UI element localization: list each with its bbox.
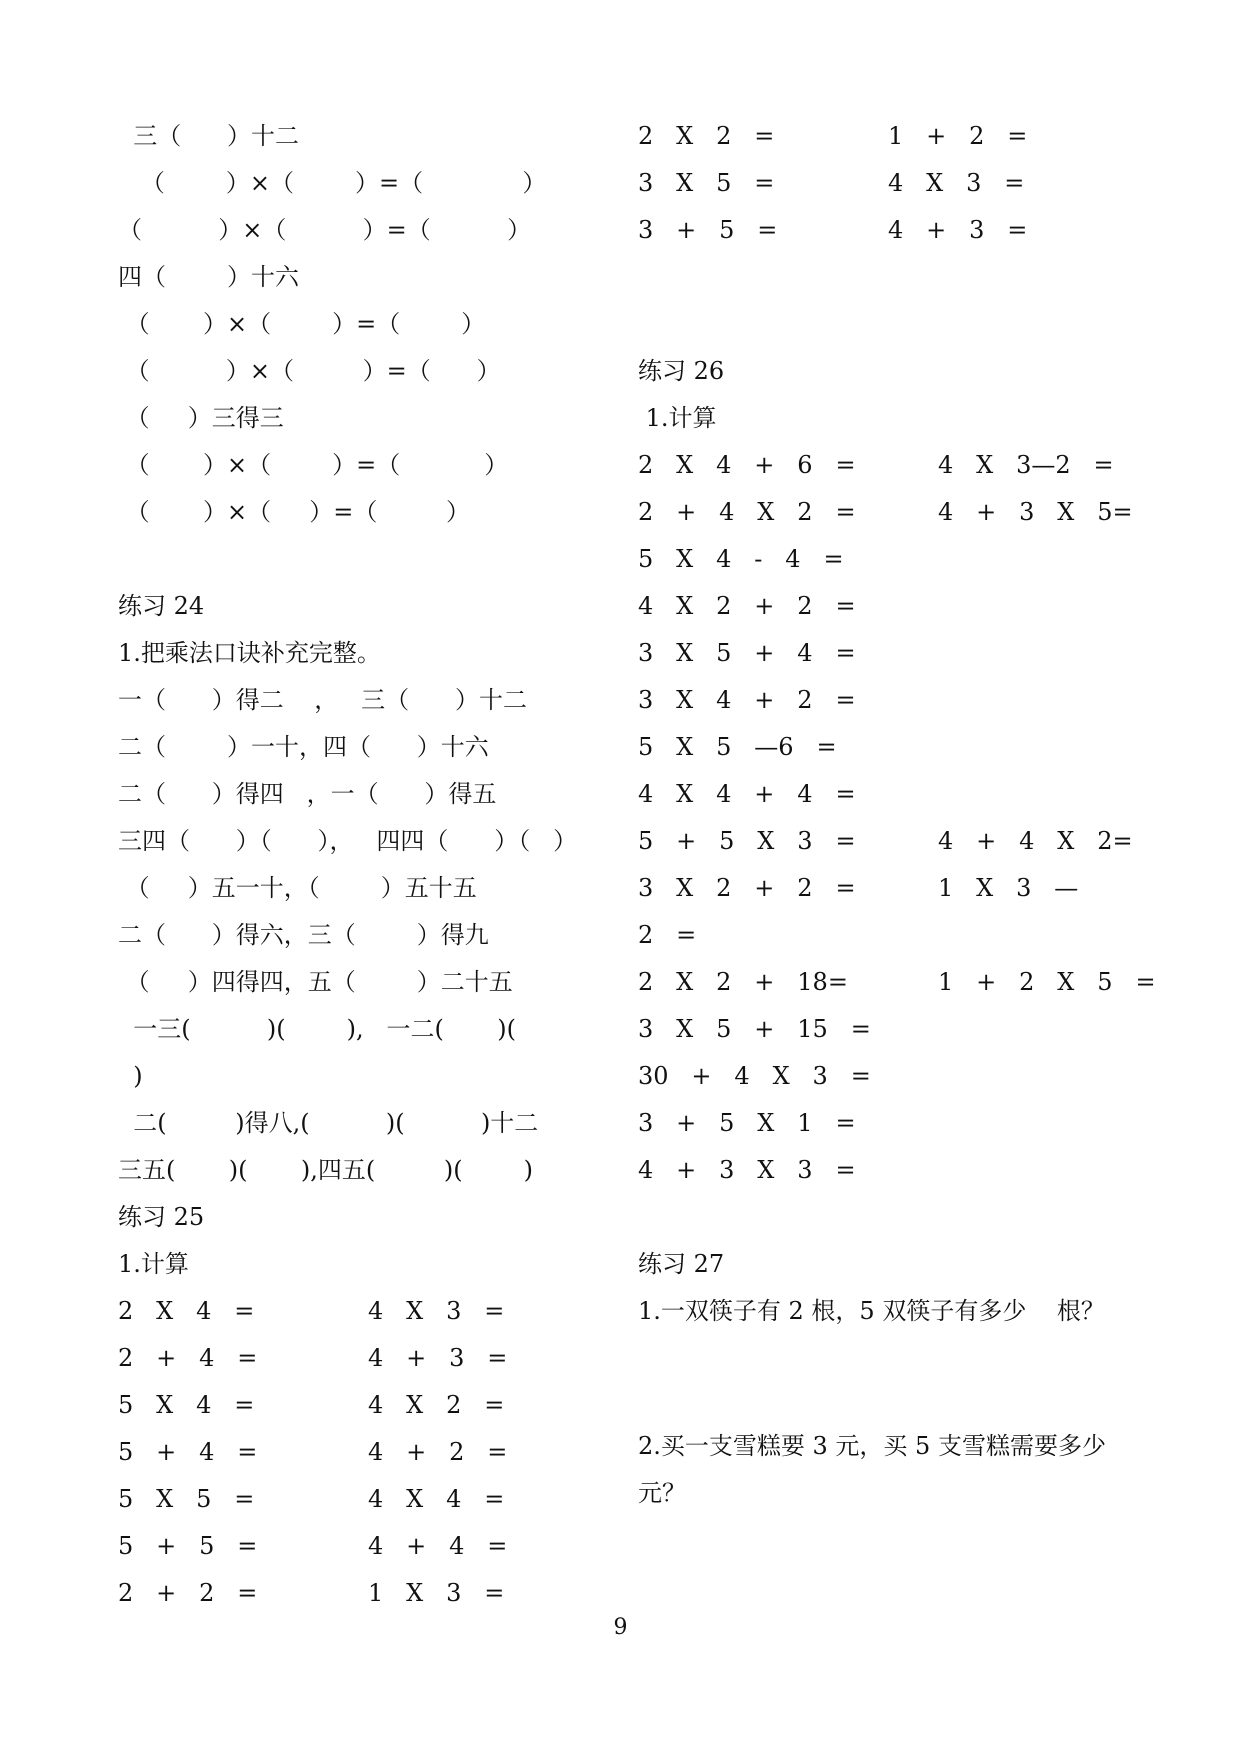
equation: 30 + 4 X 3 = [638, 1062, 871, 1090]
equation: 4 + 3 = [368, 1344, 508, 1372]
section-title: 练习 25 [118, 1203, 205, 1231]
text-line: 四（ ）十六 [118, 263, 300, 291]
equation: 2 X 4 = [118, 1297, 255, 1325]
equation: 4 + 3 = [888, 216, 1028, 244]
text-line [118, 536, 618, 583]
equation-row [118, 1288, 618, 1335]
text-line: 一（ ）得二 ， 三（ ）十二 [118, 686, 527, 714]
equation-row [118, 1570, 618, 1617]
equation: 4 X 4 = [368, 1485, 505, 1513]
equation: 4 X 3 = [888, 169, 1025, 197]
equation: 2 + 4 X 2 = [638, 498, 856, 526]
equation-row [118, 1523, 618, 1570]
section-title: 练习 24 [118, 592, 205, 620]
equation-row [638, 912, 1138, 959]
equation-row [638, 1006, 1138, 1053]
equation-row [638, 536, 1138, 583]
text-line: 1.计算 [118, 1250, 189, 1278]
text-line: （ ）×（ ）=（ ） [118, 310, 486, 338]
equation-row [638, 959, 1156, 1006]
equation-row [638, 207, 1138, 254]
equation-row [118, 1429, 618, 1476]
equation-row [638, 1053, 1138, 1100]
equation: 3 X 4 + 2 = [638, 686, 856, 714]
equation-row [118, 1335, 618, 1382]
page-number: 9 [613, 1615, 628, 1640]
equation: 4 + 2 = [368, 1438, 508, 1466]
equation: 2 X 2 = [638, 122, 775, 150]
equation: 5 X 4 = [118, 1391, 255, 1419]
equation: 4 + 3 X 5= [938, 498, 1133, 526]
text-line: （ ）×（ ）=（ ） [118, 169, 547, 197]
question-1: 1.一双筷子有 2 根，5 双筷子有多少 根？ [638, 1297, 1105, 1325]
equation: 4 X 2 + 2 = [638, 592, 856, 620]
equation-row [638, 724, 1138, 771]
equation-row [638, 818, 1138, 865]
equation: 5 X 4 - 4 = [638, 545, 844, 573]
equation: 3 + 5 X 1 = [638, 1109, 856, 1137]
equation: 4 X 2 = [368, 1391, 505, 1419]
question-label: 1.计算 [638, 404, 717, 432]
equation: 2 X 2 + 18= [638, 968, 848, 996]
equation-row [118, 1382, 618, 1429]
text-line: （ ）×（ ）=（ ） [118, 216, 532, 244]
text-line: 三四（ ）（ ）， 四四（ ）（ ） [118, 827, 578, 855]
equation-row [118, 1476, 618, 1523]
text-line: （ ）四得四，五（ ）二十五 [118, 968, 513, 996]
equation: 5 X 5 = [118, 1485, 255, 1513]
section-title: 练习 27 [638, 1250, 725, 1278]
equation: 1 X 3 = [368, 1579, 505, 1607]
text-line: （ ）×（ ）=（ ） [118, 498, 471, 526]
equation: 3 X 5 + 15 = [638, 1015, 871, 1043]
equation-row [638, 583, 1138, 630]
equation-row [638, 442, 1138, 489]
text-line: 二（ ）一十，四（ ）十六 [118, 733, 489, 761]
equation-row [638, 677, 1138, 724]
text-line: （ ）三得三 [118, 404, 284, 432]
equation: 4 + 3 X 3 = [638, 1156, 856, 1184]
text-line: ) [118, 1062, 143, 1090]
equation-row [638, 113, 1138, 160]
equation-row [638, 489, 1138, 536]
equation: 5 + 5 X 3 = [638, 827, 856, 855]
text-line: 三（ ）十二 [118, 122, 300, 150]
text-line: 二( )得八,( )( )十二 [118, 1109, 539, 1137]
text-line: （ ）五一十，（ ）五十五 [118, 874, 477, 902]
equation: 3 X 5 = [638, 169, 775, 197]
equation: 1 + 2 = [888, 122, 1028, 150]
equation: 1 + 2 X 5 = [938, 968, 1156, 996]
equation-row [638, 771, 1138, 818]
equation: 2 = [638, 921, 697, 949]
text-line: 一三( )( ), 一二( )( [118, 1015, 517, 1043]
equation: 4 + 4 X 2= [938, 827, 1133, 855]
equation: 4 + 4 = [368, 1532, 508, 1560]
equation: 1 X 3 — [938, 874, 1079, 902]
equation: 3 X 5 + 4 = [638, 639, 856, 667]
text-line: 二（ ）得四 ，一（ ）得五 [118, 780, 497, 808]
text-line: 三五( )( ),四五( )( ) [118, 1156, 534, 1184]
equation: 2 + 2 = [118, 1579, 258, 1607]
equation: 3 + 5 = [638, 216, 778, 244]
equation: 5 X 5 —6 = [638, 733, 837, 761]
equation: 3 X 2 + 2 = [638, 874, 856, 902]
right-column [638, 113, 1156, 1517]
equation-row [638, 160, 1138, 207]
equation-row [638, 630, 1138, 677]
equation-row [638, 1147, 1138, 1194]
equation: 4 X 3 = [368, 1297, 505, 1325]
text-line: 1.把乘法口诀补充完整。 [118, 639, 381, 667]
question-2-cont: 元？ [638, 1479, 686, 1507]
equation: 4 X 4 + 4 = [638, 780, 856, 808]
equation: 2 X 4 + 6 = [638, 451, 856, 479]
left-column [118, 113, 618, 1617]
question-2: 2.买一支雪糕要 3 元，买 5 支雪糕需要多少 [638, 1432, 1106, 1460]
text-line: （ ）×（ ）=（ ） [118, 357, 501, 385]
text-line: 二（ ）得六，三（ ）得九 [118, 921, 489, 949]
equation: 4 X 3—2 = [938, 451, 1114, 479]
equation: 5 + 5 = [118, 1532, 258, 1560]
equation-row [638, 1100, 1138, 1147]
text-line: （ ）×（ ）=（ ） [118, 451, 509, 479]
section-title: 练习 26 [638, 357, 725, 385]
equation: 2 + 4 = [118, 1344, 258, 1372]
equation: 5 + 4 = [118, 1438, 258, 1466]
equation-row [638, 865, 1138, 912]
